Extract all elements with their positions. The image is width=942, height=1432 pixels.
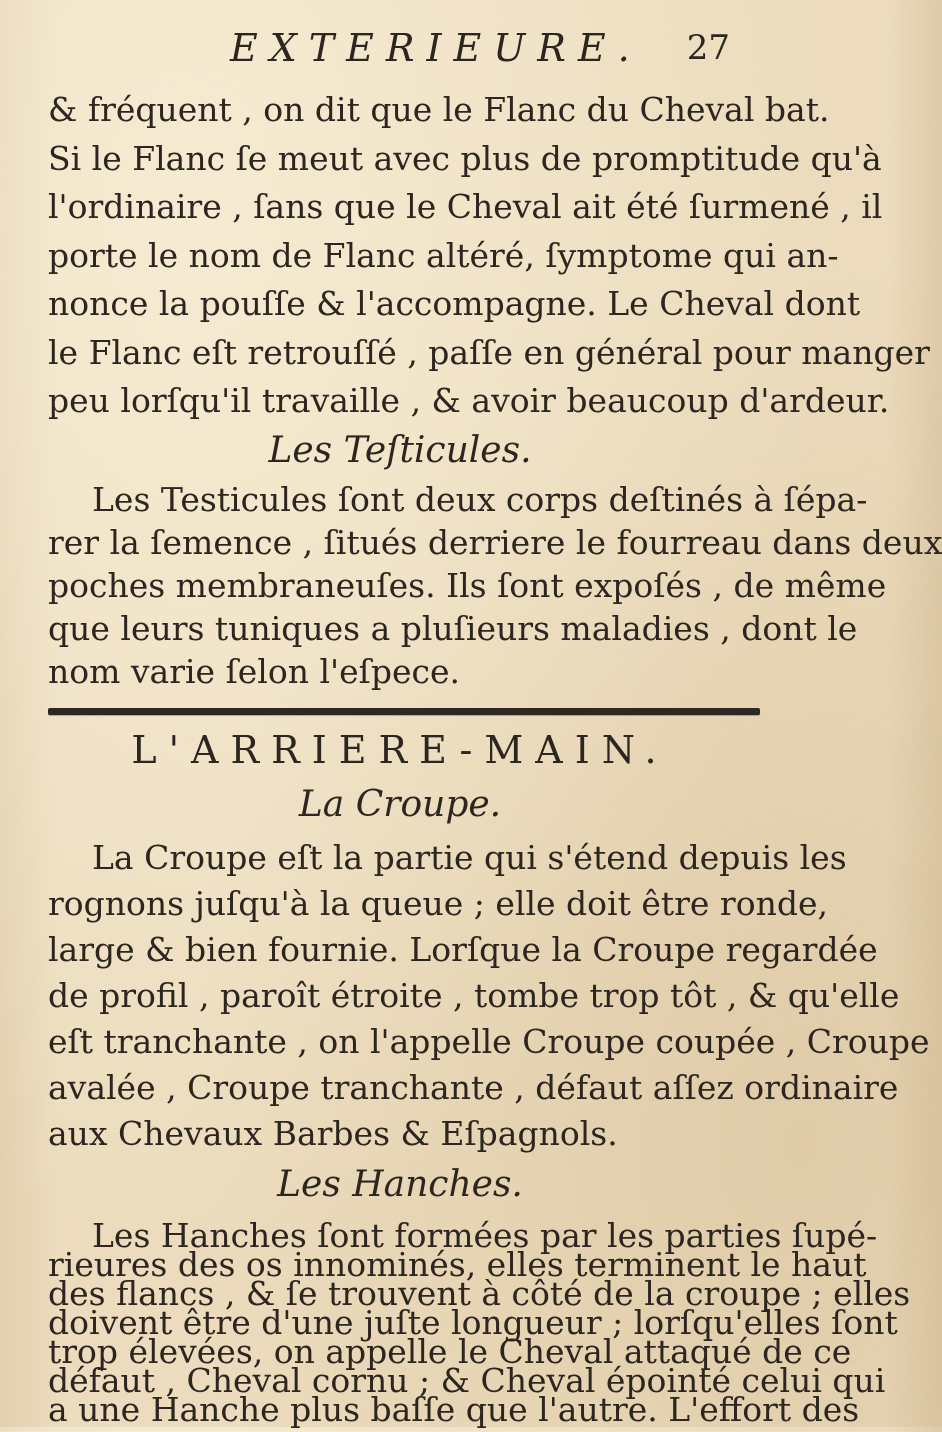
text-line: rognons juſqu'à la queue ; elle doit être ronde, xyxy=(48,884,828,923)
text-line: Les Hanches ſont formées par les parties ſupé- xyxy=(92,1216,878,1255)
page-number: 27 xyxy=(686,28,730,68)
text-line: des flancs , & ſe trouvent à côté de la croupe ; elles xyxy=(48,1274,911,1313)
text-line: & fréquent , on dit que le Flanc du Cheval bat. xyxy=(48,90,830,129)
text-line: a une Hanche plus baſſe que l'autre. L'effort des xyxy=(48,1390,860,1429)
subheading-testicules: Les Teſticules. xyxy=(268,430,532,471)
text-line: avalée , Croupe tranchante , défaut aſſez ordinaire xyxy=(48,1068,899,1107)
text-line: Si le Flanc ſe meut avec plus de promptitude qu'à xyxy=(48,138,882,178)
text-line: La Croupe eſt la partie qui s'étend depuis les xyxy=(92,838,847,877)
text-line: rer la ſemence , ſitués derriere le fourreau dans deux xyxy=(48,523,942,562)
text-line: nom varie ſelon l'eſpece. xyxy=(48,652,461,691)
section-title: L'ARRIERE-MAIN. xyxy=(131,728,669,772)
subheading-hanches: Les Hanches. xyxy=(277,1164,523,1205)
subheading-croupe: La Croupe. xyxy=(298,784,502,825)
text-line: nonce la pouſſe & l'accompagne. Le Cheval dont xyxy=(48,284,861,323)
text-line: porte le nom de Flanc altéré, ſymptome qui an- xyxy=(48,235,839,275)
text-line: peu lorſqu'il travaille , & avoir beaucoup d'ardeur. xyxy=(48,381,890,420)
text-line: défaut , Cheval cornu ; & Cheval épointé celui qui xyxy=(48,1361,886,1400)
running-head-title: EXTERIEURE. xyxy=(230,26,642,70)
text-line: trop élevées, on appelle le Cheval attaqué de ce xyxy=(48,1332,852,1371)
text-line: large & bien fournie. Lorſque la Croupe regardée xyxy=(48,930,878,969)
text-line: que leurs tuniques a pluſieurs maladies , dont le xyxy=(48,609,858,648)
text-line: eſt tranchante , on l'appelle Croupe coupée , Croupe xyxy=(48,1022,930,1061)
text-line: Les Testicules ſont deux corps deſtinés à ſépa- xyxy=(92,480,868,519)
text-line: poches membraneuſes. Ils ſont expoſés , de même xyxy=(48,566,887,605)
text-line: aux Chevaux Barbes & Eſpagnols. xyxy=(48,1114,618,1153)
text-line: l'ordinaire , ſans que le Cheval ait été ſurmené , il xyxy=(48,187,883,226)
text-line: rieures des os innominés, elles terminent le haut xyxy=(48,1245,867,1284)
text-line: le Flanc eſt retrouſſé , paſſe en général pour manger xyxy=(48,332,930,372)
text-line: de profil , paroît étroite , tombe trop tôt , & qu'elle xyxy=(48,976,900,1015)
text-line: doivent être d'une juſte longueur ; lorſqu'elles ſont xyxy=(48,1303,898,1342)
